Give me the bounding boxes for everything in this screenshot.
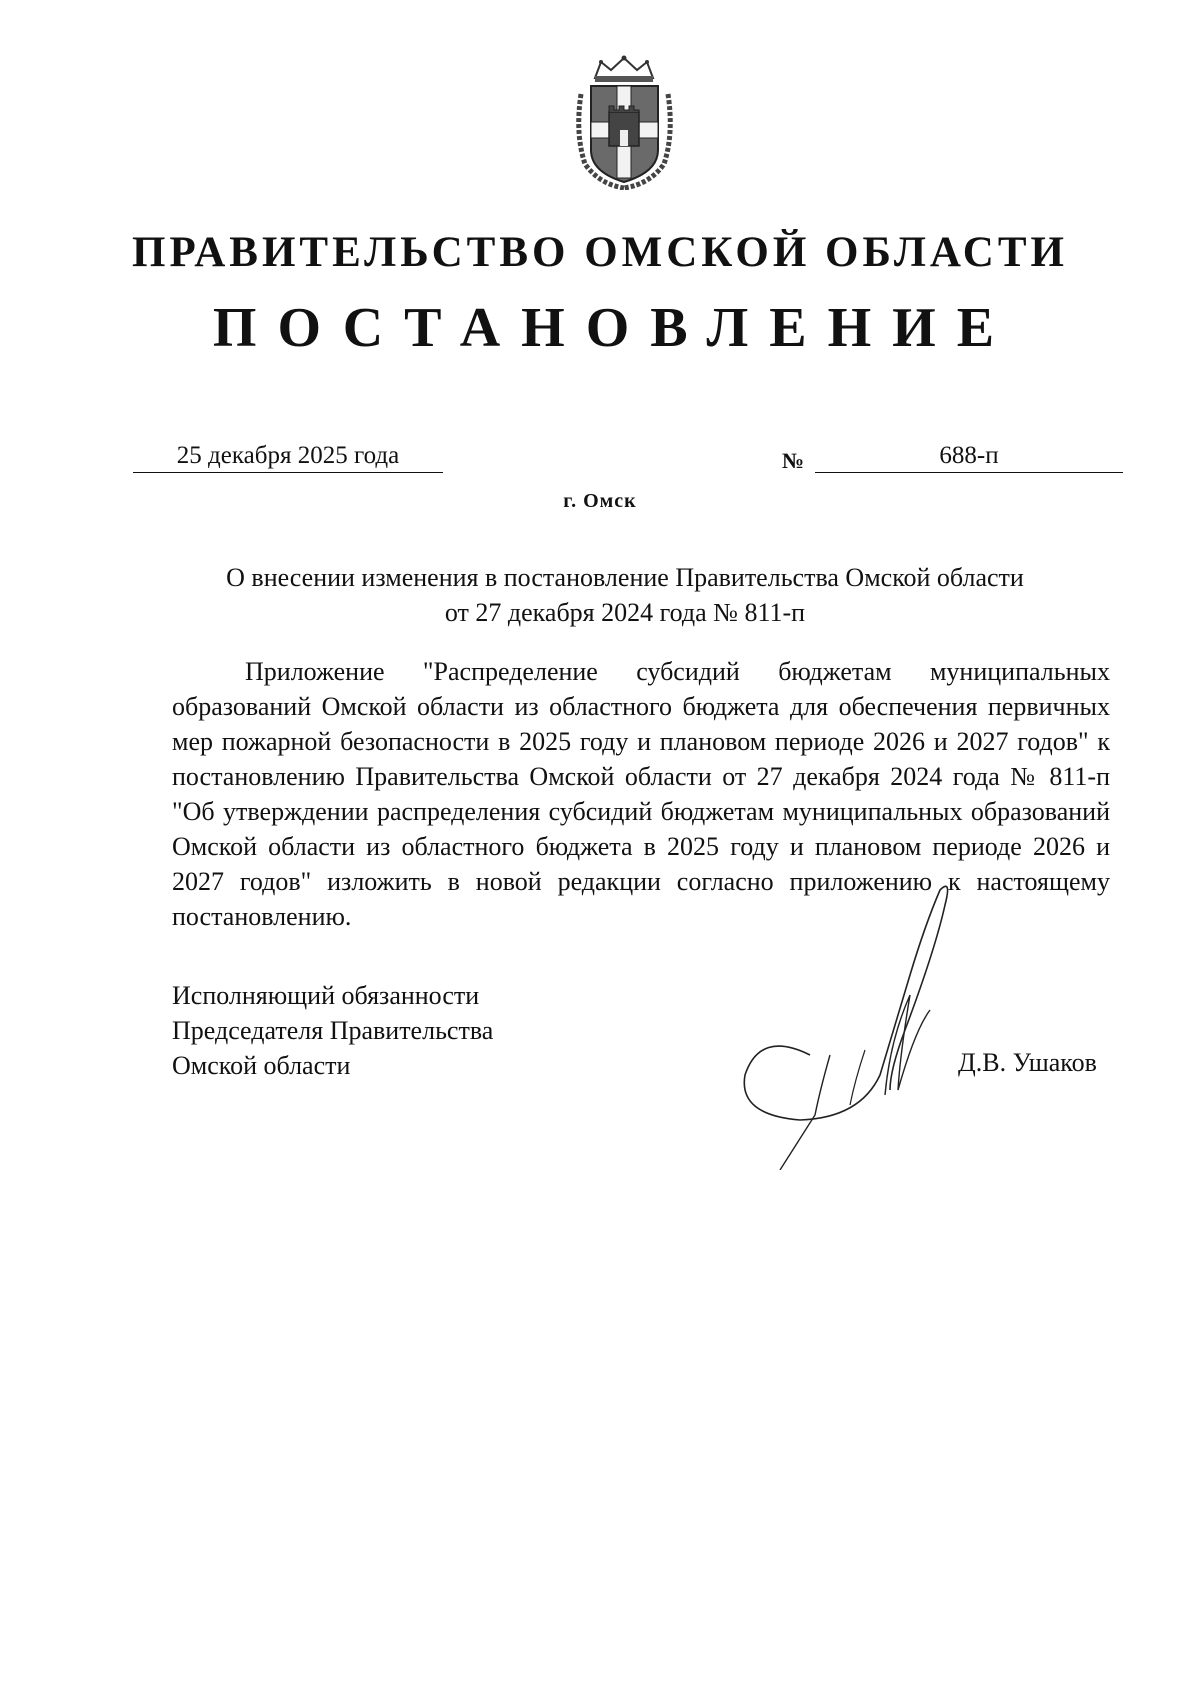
document-date: 25 декабря 2025 года — [133, 442, 443, 473]
subject-line-2: от 27 декабря 2024 года № 811-п — [444, 598, 806, 627]
subject-line-1: О внесении изменения в постановление Правительства Омской области — [226, 563, 1024, 592]
signer-title-line-3: Омской области — [172, 1051, 351, 1080]
coat-of-arms-emblem — [573, 54, 676, 190]
body-paragraph: Приложение "Распределение субсидий бюджетам муниципальных образований Омской области из областного бюджета для обеспечения первичных мер пожарной безопасности в 2025 году и плановом периоде 2026 и 2027 годов" к постановлению Правительства Омской области от 27 декабря 2024 года № 811-п "Об утверждении распределения субсидий бюджетам муниципальных образований Омской области из областного бюджета в 2025 году и плановом периоде 2026 и 2027 годов" изложить в новой редакции согласно приложению к настоящему постановлению. — [172, 657, 1110, 931]
signer-title — [172, 978, 493, 1083]
document-subject — [150, 560, 1100, 630]
document-type-title: ПОСТАНОВЛЕНИЕ — [212, 297, 1016, 359]
document-city: г. Омск — [563, 490, 637, 512]
signer-name: Д.В. Ушаков — [958, 1048, 1097, 1077]
number-sign: № — [782, 448, 805, 473]
organization-title: ПРАВИТЕЛЬСТВО ОМСКОЙ ОБЛАСТИ — [132, 229, 1068, 276]
signer-title-line-1: Исполняющий обязанности — [172, 981, 480, 1010]
handwritten-signature — [740, 880, 1000, 1170]
document-number: 688-п — [815, 442, 1123, 473]
signer-title-line-2: Председателя Правительства — [172, 1016, 494, 1045]
